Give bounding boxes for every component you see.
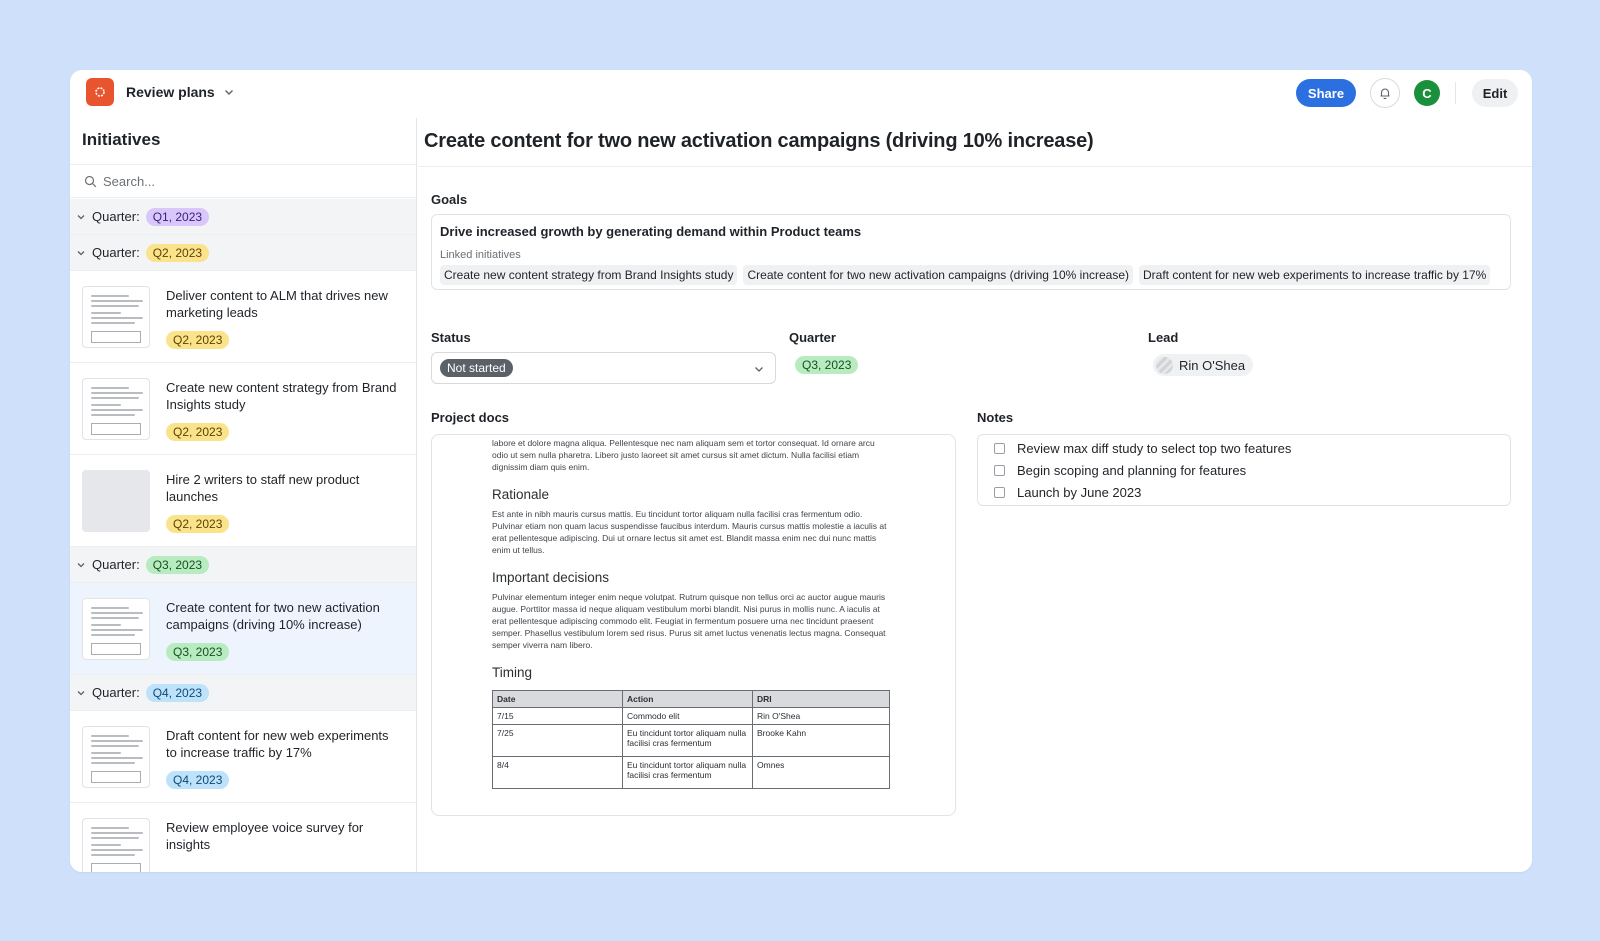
quarter-badge: Q2, 2023 [146, 244, 209, 262]
quarter-label: Quarter [789, 330, 836, 345]
top-bar [70, 70, 1532, 118]
search-bar[interactable] [70, 164, 417, 198]
linked-initiative-chip[interactable]: Create new content strategy from Brand Insights study [440, 265, 737, 285]
list-item[interactable] [70, 271, 417, 363]
item-title: Create content for two new activation campaigns (driving 10% increase) [166, 600, 380, 632]
divider [418, 166, 1532, 167]
checkbox-icon[interactable] [994, 487, 1005, 498]
status-badge: Not started [440, 359, 513, 377]
chevron-down-icon [223, 86, 235, 98]
doc-thumbnail [82, 598, 150, 660]
linked-initiative-chip[interactable]: Create content for two new activation campaigns (driving 10% increase) [743, 265, 1133, 285]
doc-thumbnail [82, 470, 150, 532]
lead-chip[interactable] [1153, 354, 1253, 376]
doc-heading: Important decisions [492, 570, 610, 585]
doc-thumbnail [82, 378, 150, 440]
checklist-item[interactable] [994, 485, 1141, 500]
search-icon [84, 175, 97, 188]
initiatives-sidebar [70, 118, 417, 872]
doc-thumbnail [82, 286, 150, 348]
app-window [70, 70, 1532, 872]
table-cell: 7/15 [493, 708, 623, 725]
table-row [493, 757, 890, 789]
quarter-prefix: Quarter: [92, 209, 140, 224]
app-title-menu[interactable] [126, 84, 235, 100]
doc-paragraph: labore et dolore magna aliqua. Pellentesque nec nam aliquam sem et tortor consequat. Id ornare arcu odio ut sem nulla pharetra. Libero justo laoreet sit amet cursus sit amet dictum. Nulla facilisi etiam dignissim diam quis enim. [492, 438, 875, 472]
table-cell: Omnes [753, 757, 890, 789]
sidebar-title: Initiatives [82, 130, 161, 149]
checklist-item[interactable] [994, 441, 1291, 456]
timing-table [492, 690, 890, 789]
linked-initiative-chip[interactable]: Draft content for new web experiments to increase traffic by 17% [1139, 265, 1490, 285]
item-title: Review employee voice survey for insights [166, 820, 364, 852]
table-cell: Brooke Kahn [753, 725, 890, 757]
table-cell: 7/25 [493, 725, 623, 757]
app-title: Review plans [126, 84, 215, 100]
page-title: Create content for two new activation campaigns (driving 10% increase) [424, 130, 1094, 152]
doc-content [492, 437, 892, 789]
quarter-badge: Q4, 2023 [166, 771, 229, 789]
list-item[interactable] [70, 455, 417, 547]
initiative-detail [418, 118, 1532, 872]
list-item[interactable] [70, 711, 417, 803]
quarter-badge[interactable]: Q3, 2023 [795, 356, 858, 374]
lead-name: Rin O'Shea [1179, 357, 1246, 373]
notes-label: Notes [977, 410, 1014, 425]
checklist-item-label: Review max diff study to select top two features [1017, 441, 1292, 456]
table-header: Action [623, 691, 753, 708]
item-title: Hire 2 writers to staff new product launches [166, 472, 360, 504]
share-button[interactable]: Share [1296, 79, 1356, 107]
checklist-item-label: Launch by June 2023 [1017, 485, 1142, 500]
chevron-down-icon [753, 363, 765, 375]
table-row [493, 708, 890, 725]
quarter-badge: Q2, 2023 [166, 423, 229, 441]
group-header-q4[interactable] [70, 675, 417, 711]
quarter-prefix: Quarter: [92, 685, 140, 700]
status-label: Status [431, 330, 471, 345]
table-header: Date [493, 691, 623, 708]
list-item[interactable] [70, 803, 417, 872]
checkbox-icon[interactable] [994, 465, 1005, 476]
doc-thumbnail [82, 726, 150, 788]
item-title: Deliver content to ALM that drives new marketing leads [166, 288, 388, 320]
divider [1455, 82, 1456, 104]
group-header-q1[interactable] [70, 199, 417, 235]
checklist-item-label: Begin scoping and planning for features [1017, 463, 1247, 478]
item-title: Draft content for new web experiments to increase traffic by 17% [166, 728, 389, 760]
project-docs-label: Project docs [431, 410, 510, 425]
table-cell: 8/4 [493, 757, 623, 789]
quarter-badge: Q1, 2023 [146, 208, 209, 226]
bell-icon [1378, 86, 1392, 100]
initiatives-list [70, 199, 417, 872]
quarter-badge: Q2, 2023 [166, 331, 229, 349]
chevron-down-icon [76, 248, 86, 258]
search-input[interactable] [103, 174, 383, 189]
chevron-down-icon [76, 688, 86, 698]
table-cell: Commodo elit [623, 708, 753, 725]
doc-paragraph: Est ante in nibh mauris cursus mattis. Eu tincidunt tortor aliquam nulla facilisi cras fermentum odio. Pulvinar etiam non quam lacus suspendisse faucibus interdum. Mauris cursus mattis molestie a iaculis at erat pellentesque adipiscing. Dui ut ornare lectus sit amet est. Blandit massa enim nec dui nunc mattis enim ut tellus. [492, 509, 887, 555]
checklist-item[interactable] [994, 463, 1246, 478]
table-cell: Rin O'Shea [753, 708, 890, 725]
edit-button[interactable]: Edit [1472, 79, 1518, 107]
quarter-badge: Q3, 2023 [166, 643, 229, 661]
table-header: DRI [753, 691, 890, 708]
app-logo-icon[interactable] [86, 78, 114, 106]
notes-checklist [977, 434, 1511, 506]
quarter-prefix: Quarter: [92, 557, 140, 572]
linked-initiatives [440, 265, 1490, 285]
avatar [1156, 357, 1173, 374]
project-doc-preview[interactable] [431, 434, 956, 816]
list-item-selected[interactable] [70, 583, 417, 675]
table-row [493, 725, 890, 757]
quarter-badge: Q2, 2023 [166, 515, 229, 533]
chevron-down-icon [76, 212, 86, 222]
goal-text: Drive increased growth by generating demand within Product teams [440, 224, 862, 239]
notifications-button[interactable] [1370, 78, 1400, 108]
user-avatar[interactable]: C [1414, 80, 1440, 106]
doc-thumbnail [82, 818, 150, 872]
checkbox-icon[interactable] [994, 443, 1005, 454]
goals-field[interactable] [431, 214, 1511, 290]
linked-initiatives-label: Linked initiatives [440, 249, 521, 261]
group-header-q3[interactable] [70, 547, 417, 583]
group-header-q2[interactable] [70, 235, 417, 271]
doc-heading: Timing [492, 665, 533, 680]
doc-paragraph: Pulvinar elementum integer enim neque volutpat. Rutrum quisque non tellus orci ac auctor augue mauris augue. Porttitor massa id neque aliquam vestibulum morbi blandit. Nisi purus in mollis nunc. A iaculis at erat pellentesque adipiscing commodo elit. Feugiat in fermentum posuere urna nec tincidunt praesent semper. Phasellus vestibulum lorem sed risus. Purus sit amet luctus venenatis lectus magna. Consequat semper viverra nam libero. [492, 592, 886, 650]
chevron-down-icon [76, 560, 86, 570]
status-select[interactable] [431, 352, 776, 384]
doc-heading: Rationale [492, 487, 550, 502]
quarter-badge: Q4, 2023 [146, 684, 209, 702]
table-cell: Eu tincidunt tortor aliquam nulla facilisi cras fermentum [623, 757, 753, 789]
list-item[interactable] [70, 363, 417, 455]
goals-label: Goals [431, 192, 468, 207]
table-cell: Eu tincidunt tortor aliquam nulla facilisi cras fermentum [623, 725, 753, 757]
lead-label: Lead [1148, 330, 1179, 345]
item-title: Create new content strategy from Brand Insights study [166, 380, 397, 412]
quarter-badge: Q3, 2023 [146, 556, 209, 574]
quarter-prefix: Quarter: [92, 245, 140, 260]
